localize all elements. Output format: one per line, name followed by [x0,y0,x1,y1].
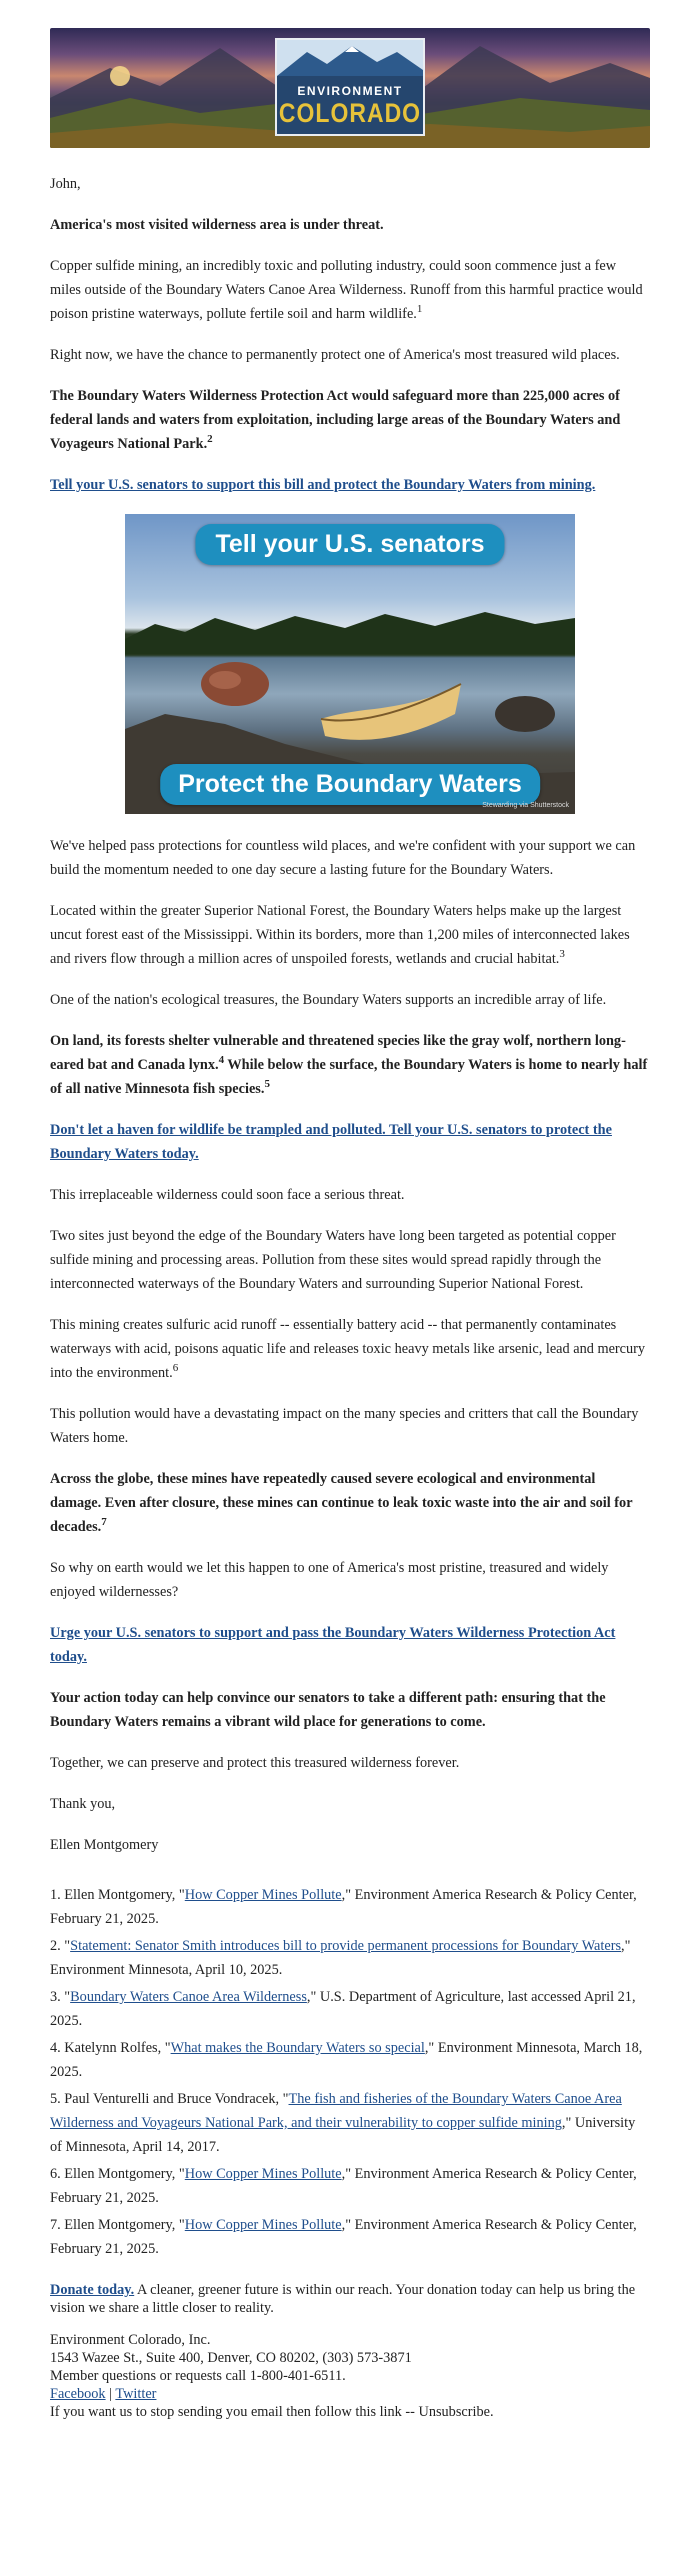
footnotes-list [50,1883,650,2261]
paragraph-momentum: We've helped pass protections for countless wild places, and we're confident with your support we can build the momentum needed to one day secure a lasting future for the Boundary Waters. [50,838,636,878]
paragraph-location-text: Located within the greater Superior National Forest, the Boundary Waters helps make up the largest uncut forest east of the Mississippi. Within its borders, more than 1,200 miles of interconnected lakes and rivers flow through a million acres of unspoiled forests, wetlands and crucial habitat. [50,903,630,967]
footnote-link[interactable]: How Copper Mines Pollute [184,1887,342,1903]
footnote-ref-7: 7 [101,1516,107,1529]
footnote-link[interactable]: Boundary Waters Canoe Area Wilderness [70,1989,307,2005]
footnote-item [50,2162,650,2210]
unsubscribe-text[interactable]: If you want us to stop sending you email then follow this link -- Unsubscribe. [50,2404,494,2420]
social-separator: | [105,2386,116,2402]
social-links [50,2385,650,2403]
greeting: John, [50,176,81,192]
member-contact: Member questions or requests call 1-800-401-6511. [50,2368,346,2384]
mountain-logo-icon [277,40,423,76]
header-banner [50,28,650,148]
footnote-prefix: 5. Paul Venturelli and Bruce Vondracek, " [50,2091,289,2107]
footnote-prefix: 3. " [50,1989,71,2005]
paragraph-acid-text: This mining creates sulfuric acid runoff -- essentially battery acid -- that permanently contaminates waterways with acid, poisons aquatic life and releases toxic heavy metals like arsenic, lead and mercury into the environment. [50,1317,646,1381]
email-footer [50,2281,650,2421]
footnote-suffix: ," University of Minnesota, April 14, 2017. [50,2115,636,2155]
headline-paragraph: America's most visited wilderness area is under threat. [50,217,384,233]
paragraph-species-land: On land, its forests shelter vulnerable and threatened species like the gray wolf, northern long-eared bat and Canada lynx. [50,1033,626,1073]
footnote-item [50,1883,650,1931]
paragraph-mining-text: Copper sulfide mining, an incredibly toxic and polluting industry, could soon commence just a few miles outside of the Boundary Waters Canoe Area Wilderness. Runoff from this harmful practice would poison pristine waterways, pollute fertile soil and harm wildlife. [50,258,643,322]
paragraph-mining [50,254,650,326]
footnote-ref-1: 1 [416,303,423,316]
cta-link-urge-senators[interactable]: Urge your U.S. senators to support and pass the Boundary Waters Wilderness Protection Act today. [50,1625,616,1665]
donate-text: A cleaner, greener future is within our reach. Your donation today can help us bring the vision we share a little closer to reality. [50,2282,636,2316]
footnote-ref-5: 5 [264,1078,270,1091]
footnote-item [50,1934,650,1982]
footnote-suffix: ," Environment Minnesota, April 10, 2025. [50,1938,631,1978]
paragraph-species-fish: While below the surface, the Boundary Waters is home to nearly half of all native Minnesota fish species. [50,1057,648,1097]
logo-line-colorado: COLORADO [278,97,422,128]
footnote-item [50,2087,650,2159]
footnote-suffix: ," U.S. Department of Agriculture, last accessed April 21, 2025. [50,1989,636,2029]
org-address: 1543 Wazee St., Suite 400, Denver, CO 80202, (303) 573-3871 [50,2350,412,2366]
environment-colorado-logo[interactable] [275,38,425,136]
paragraph-ecology: One of the nation's ecological treasures, the Boundary Waters supports an incredible array of life. [50,992,607,1008]
footnote-ref-6: 6 [172,1362,179,1375]
footnote-prefix: 1. Ellen Montgomery, " [50,1887,185,1903]
paragraph-sites: Two sites just beyond the edge of the Boundary Waters have long been targeted as potential copper sulfide mining and processing areas. Pollution from these sites would spread rapidly through the interconnected waterways of the Boundary Waters and surrounding Superior National Forest. [50,1228,616,1292]
paragraph-location [50,899,650,971]
org-name: Environment Colorado, Inc. [50,2332,211,2348]
cta-link-wildlife[interactable]: Don't let a haven for wildlife be trampled and polluted. Tell your U.S. senators to protect the Boundary Waters today. [50,1122,612,1162]
footnote-prefix: 6. Ellen Montgomery, " [50,2166,185,2182]
footnote-item [50,2213,650,2261]
donate-paragraph [50,2281,650,2317]
signoff: Thank you, [50,1796,116,1812]
twitter-link[interactable]: Twitter [115,2386,157,2402]
paragraph-acid [50,1313,650,1385]
footnote-item [50,2036,650,2084]
facebook-link[interactable]: Facebook [50,2386,106,2402]
footnote-link[interactable]: What makes the Boundary Waters so special [170,2040,425,2056]
footnote-prefix: 4. Katelynn Rolfes, " [50,2040,171,2056]
paragraph-action: Your action today can help convince our senators to take a different path: ensuring that the Boundary Waters remains a vibrant wild place for generations to come. [50,1690,606,1730]
paragraph-global-damage [50,1467,650,1539]
footnote-item [50,1985,650,2033]
paragraph-threat: This irreplaceable wilderness could soon face a serious threat. [50,1187,405,1203]
footnote-ref-3: 3 [559,948,565,961]
paragraph-why: So why on earth would we let this happen to one of America's most pristine, treasured and widely enjoyed wildernesses? [50,1560,609,1600]
signature: Ellen Montgomery [50,1837,159,1853]
image-banner-top: Tell your U.S. senators [195,524,504,565]
footnote-suffix: ," Environment America Research & Policy Center, February 21, 2025. [50,1887,637,1927]
paragraph-protection-act-text: The Boundary Waters Wilderness Protection Act would safeguard more than 225,000 acres of federal lands and waters from exploitation, including large areas of the Boundary Waters and Voyageurs National Park. [50,388,621,452]
paragraph-together: Together, we can preserve and protect this treasured wilderness forever. [50,1755,460,1771]
campaign-image[interactable] [125,514,575,814]
footnote-link[interactable]: Statement: Senator Smith introduces bill to provide permanent processions for Boundary Waters [70,1938,622,1954]
cta-link-support-bill[interactable]: Tell your U.S. senators to support this bill and protect the Boundary Waters from mining. [50,477,596,493]
image-banner-bottom: Protect the Boundary Waters [160,764,540,805]
paragraph-species [50,1029,650,1101]
paragraph-protection-act [50,384,650,456]
footnote-suffix: ," Environment America Research & Policy Center, February 21, 2025. [50,2166,637,2206]
footnote-link[interactable]: The fish and fisheries of the Boundary Waters Canoe Area Wilderness and Voyageurs National Park, and their vulnerability to copper sulfide mining [50,2091,622,2131]
paragraph-impact: This pollution would have a devastating impact on the many species and critters that call the Boundary Waters home. [50,1406,639,1446]
footnote-ref-4: 4 [218,1054,225,1067]
footnote-suffix: ," Environment America Research & Policy Center, February 21, 2025. [50,2217,637,2257]
footnote-prefix: 2. " [50,1938,71,1954]
footnote-ref-2: 2 [207,433,213,446]
email-container [50,0,650,2421]
paragraph-chance: Right now, we have the chance to permanently protect one of America's most treasured wild places. [50,347,620,363]
footnote-prefix: 7. Ellen Montgomery, " [50,2217,185,2233]
logo-line-environment: ENVIRONMENT [297,84,403,98]
footnote-link[interactable]: How Copper Mines Pollute [184,2166,342,2182]
donate-link[interactable]: Donate today. [50,2282,135,2298]
image-credit: Stewarding via Shutterstock [482,802,569,809]
footnote-link[interactable]: How Copper Mines Pollute [184,2217,342,2233]
footnote-suffix: ," Environment Minnesota, March 18, 2025. [50,2040,643,2080]
paragraph-global-damage-text: Across the globe, these mines have repeatedly caused severe ecological and environmental damage. Even after closure, these mines can continue to leak toxic waste into the air and soil for decades. [50,1471,633,1535]
